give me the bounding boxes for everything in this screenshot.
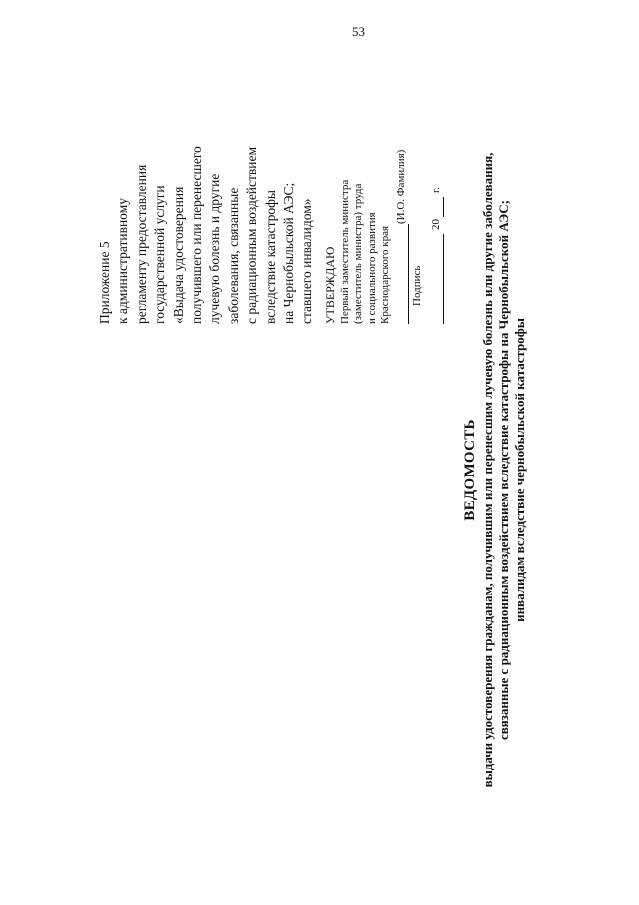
- approval-line: Краснодарского края: [379, 225, 392, 324]
- document-title-block: [460, 60, 528, 880]
- page-number: 53: [352, 24, 365, 39]
- appendix-line: ставшего инвалидом»: [299, 198, 315, 324]
- appendix-line: государственной услуги: [152, 185, 168, 324]
- document-subtitle-line: инвалидам вследствие чернобыльской катастрофы: [512, 318, 527, 622]
- appendix-line: получившего или перенесшего: [189, 146, 205, 324]
- appendix-line: вследствие катастрофы: [262, 190, 278, 324]
- approval-heading: УТВЕРЖДАЮ: [323, 246, 337, 324]
- year-blank-line: [431, 197, 444, 217]
- appendix-line: с радиационным воздействием: [244, 146, 260, 324]
- approval-line: (заместитель министра) труда: [352, 183, 365, 324]
- date-year: 20: [430, 219, 443, 230]
- date-blank-line: [431, 234, 444, 324]
- document-title: ВЕДОМОСТЬ: [462, 419, 478, 521]
- document-subtitle-line: связанные с радиационным воздействием вследствие катастрофы на Чернобыльской АЭС;: [496, 200, 511, 740]
- appendix-line: заболевания, связанные: [225, 187, 241, 324]
- appendix-line: регламенту предоставления: [133, 164, 149, 324]
- date-row: [430, 64, 444, 324]
- date-suffix: г.: [430, 186, 443, 193]
- appendix-line: Приложение 5: [97, 241, 112, 324]
- appendix-line: на Чернобыльской АЭС;: [281, 182, 297, 324]
- signature-label: Подпись: [410, 265, 423, 306]
- appendix-line: к административному: [115, 198, 131, 324]
- fio-row: [395, 64, 409, 324]
- appendix-line: лучевую болезнь и другие: [207, 173, 223, 324]
- signature-blank-line: [397, 224, 409, 324]
- document-subtitle-line: выдачи удостоверения гражданам, получившим или перенесшим лучевую болезнь или другие заболевания,: [480, 152, 495, 788]
- appendix-block: [96, 64, 317, 324]
- appendix-line: «Выдача удостоверения: [170, 186, 186, 324]
- fio-label: (И.О. Фамилия): [394, 149, 407, 224]
- approval-block: [324, 64, 444, 324]
- approval-line: и социального развития: [365, 212, 378, 324]
- approval-line: Первый заместитель министра: [338, 179, 351, 324]
- rotated-page-content: [90, 60, 550, 880]
